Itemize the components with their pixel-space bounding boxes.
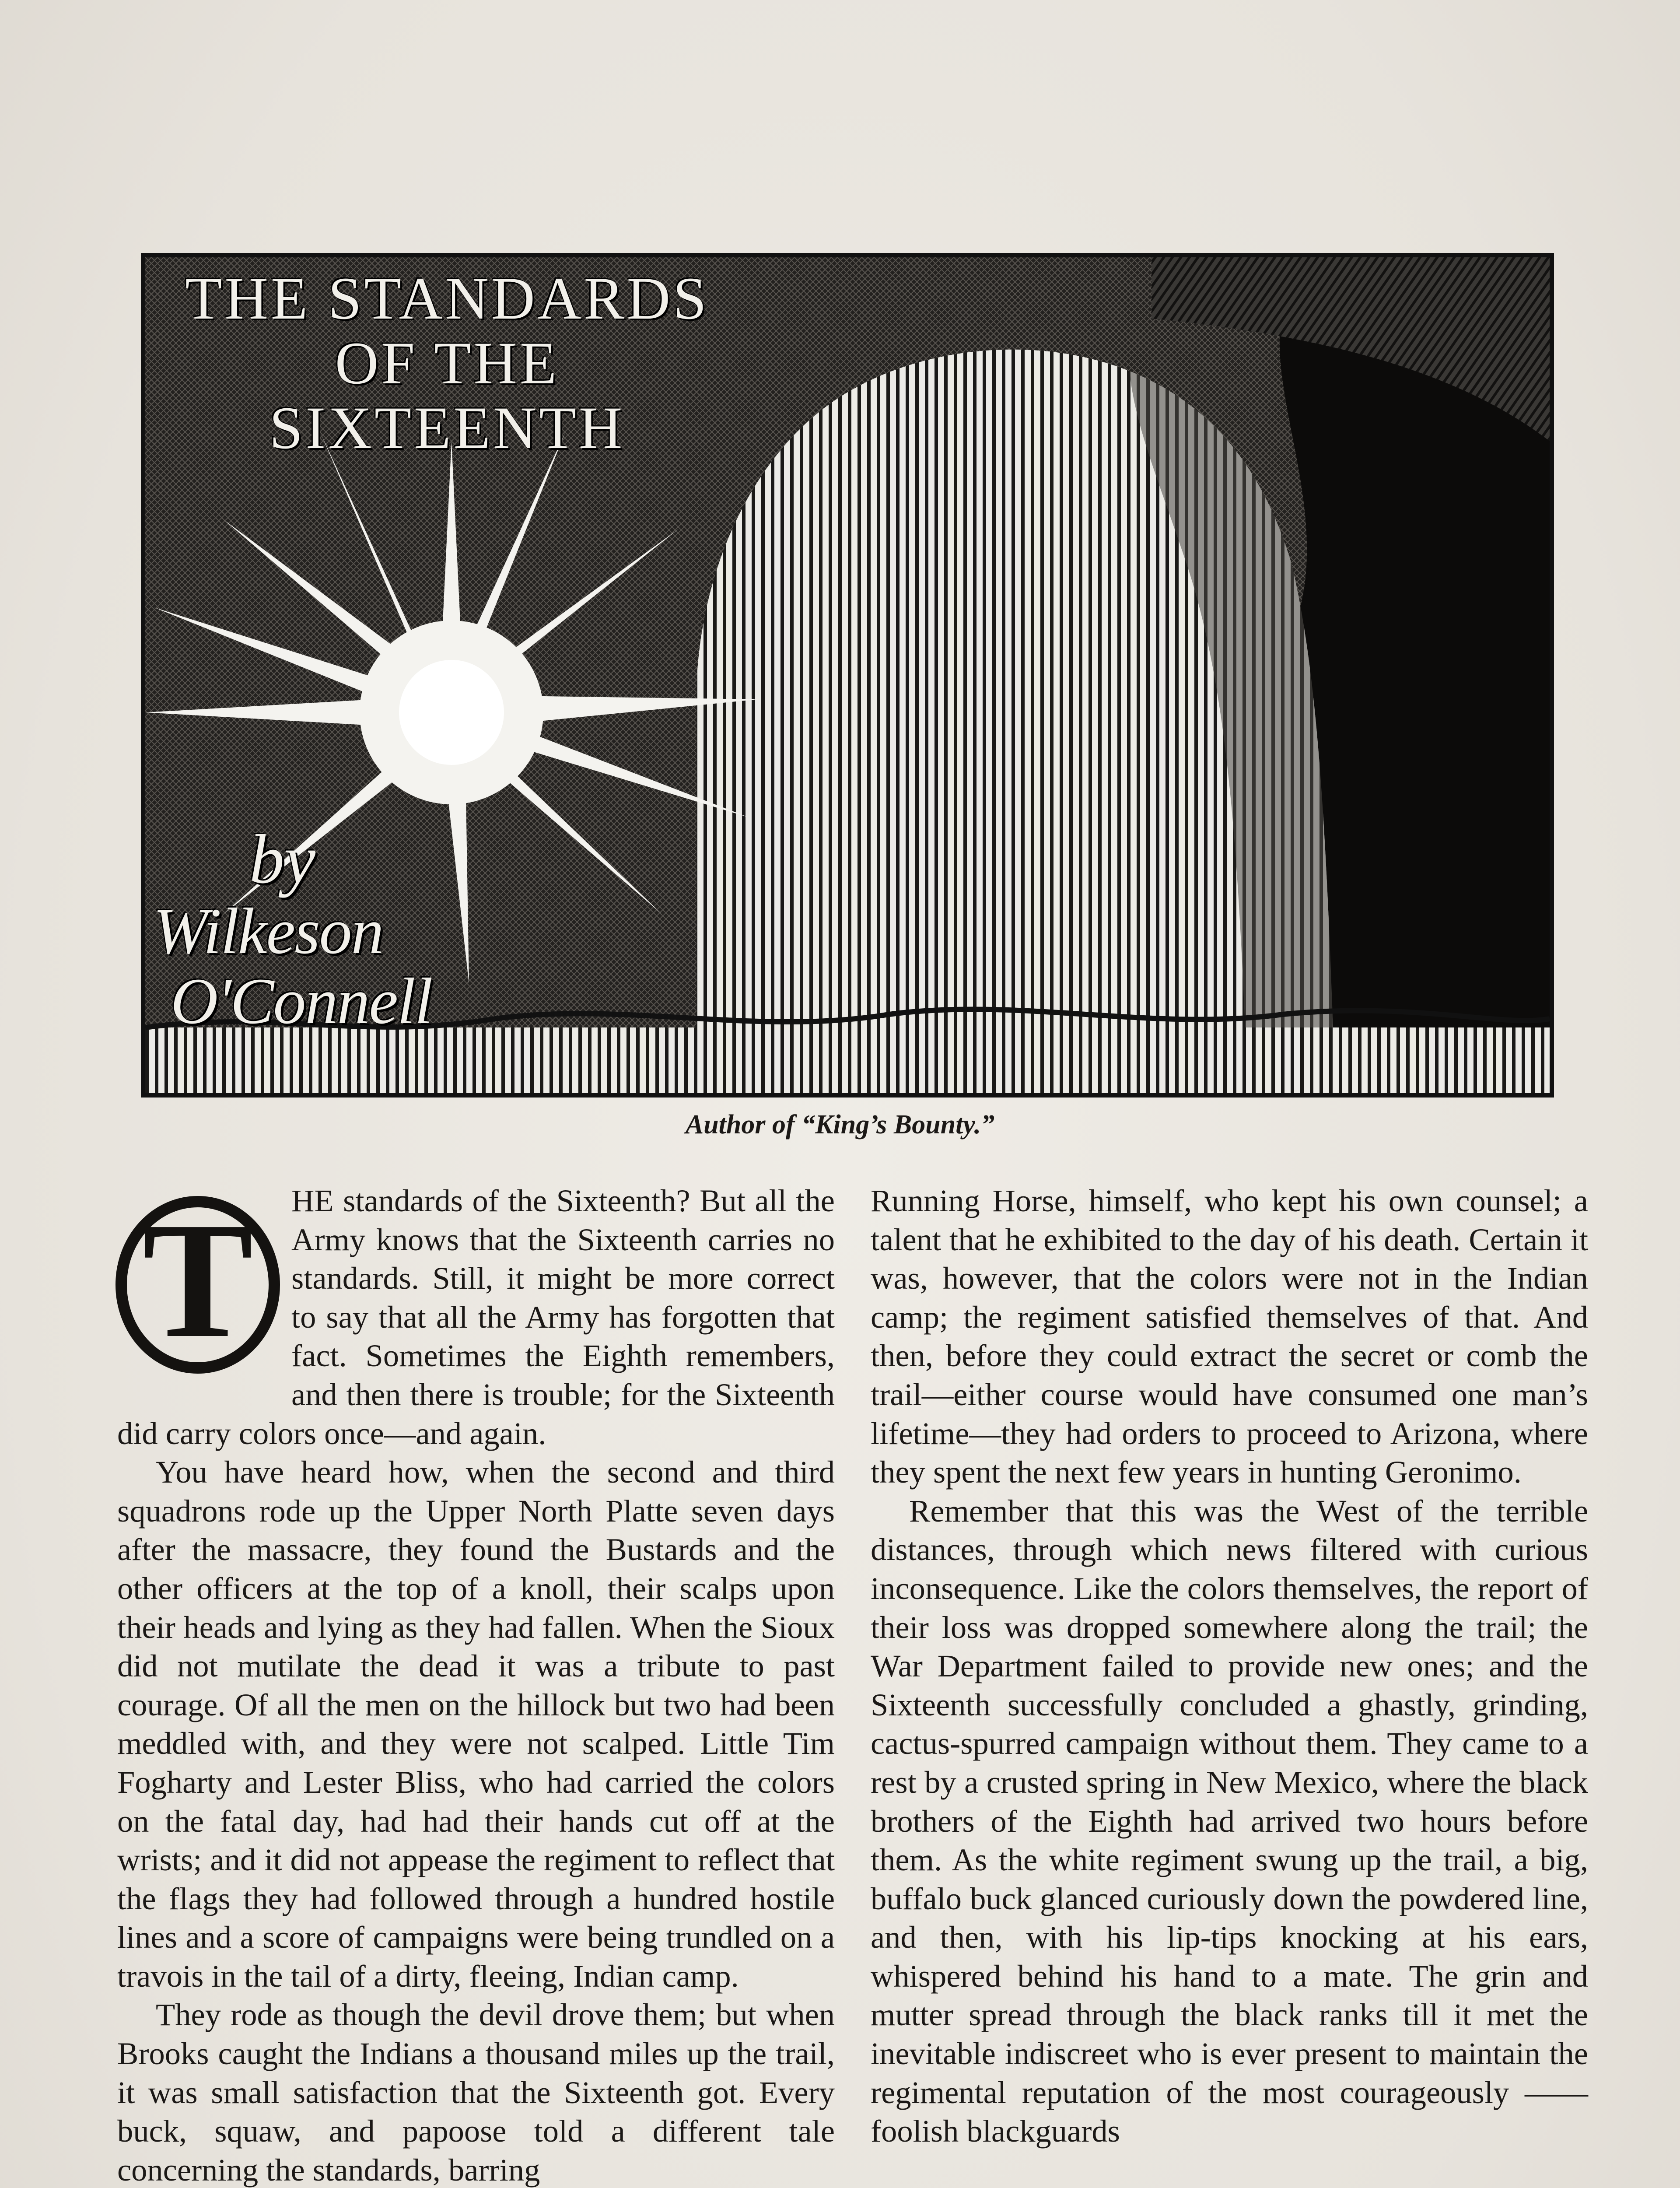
byline	[153, 822, 432, 1036]
paragraph: Remember that this was the West of the terrible distances, through which news filtered with curious inconsequence. Like the colors themselves, the report of their loss was dropped somewhere along the trail; the War Department failed to provide new ones; and the Sixteenth successfully concluded a ghastly, grinding, cactus-spurred campaign without them. They came to a rest by a crusted spring in New Mexico, where the black brothers of the Eighth had arrived two hours before them. As the white regiment swung up the trail, a big, buffalo buck glanced curiously down the powdered line, and then, with his lip-tips knocking at his ears, whispered behind his hand to a mate. The grin and mutter spread through the black ranks till it met the inevitable indiscreet who is ever present to maintain the regimental reputation of the most courageously ——foolish blackguards	[871, 1493, 1588, 2149]
paragraph: HE standards of the Sixteenth? But all the Army knows that the Sixteenth carries no standards. Still, it might be more correct to say that all the Army has forgotten that fact. Sometimes the Eighth remembers, and then there is trouble; for the Sixteenth did carry colors once—and again.	[117, 1183, 835, 1451]
title-line: THE STANDARDS	[185, 265, 709, 332]
title-illustration	[141, 253, 1554, 1098]
paragraph: They rode as though the devil drove them; but when Brooks caught the Indians a thousand miles up the trail, it was small satisfaction that the Sixteenth got. Every buck, squaw, and papoose told a different tale concerning the standards, barring	[117, 1997, 835, 2188]
drop-cap	[115, 1184, 281, 1377]
illustration-caption: Author of “King’s Bounty.”	[685, 1110, 995, 1140]
article-title	[154, 266, 740, 460]
paragraph: You have heard how, when the second and third squadrons rode up the Upper North Platte seven days after the massacre, they found the Bustards and the other officers at the top of a knoll, their scalps upon their heads and lying as they had fallen. When the Sioux did not mutilate the dead it was a tribute to past courage. Of all the men on the hillock but two had been meddled with, and they were not scalped. Little Tim Fogharty and Lester Bliss, who had carried the colors on the fatal day, had had their hands cut off at the wrists; and it did not appease the regiment to reflect that the flags they had followed through a hundred hostile lines and a score of campaigns were being trundled on a travois in the tail of a dirty, fleeing, Indian camp.	[117, 1454, 835, 1994]
author-first-name: Wilkeson	[153, 895, 383, 968]
drop-cap-letter: T	[142, 1188, 253, 1372]
right-column	[871, 1182, 1588, 2151]
author-last-name: O'Connell	[171, 965, 432, 1038]
left-column	[117, 1182, 835, 2188]
byline-by: by	[249, 820, 316, 898]
paragraph: Running Horse, himself, who kept his own counsel; a talent that he exhibited to the day of his death. Certain it was, however, that the colors were not in the Indian camp; the regiment satisfied themselves of that. And then, before they could extract the secret or comb the trail—either course would have consumed one man’s lifetime—they had orders to proceed to Arizona, where they spent the next few years in hunting Geronimo.	[871, 1183, 1588, 1490]
title-line: OF THE	[335, 330, 560, 396]
title-line: SIXTEENTH	[269, 394, 625, 461]
